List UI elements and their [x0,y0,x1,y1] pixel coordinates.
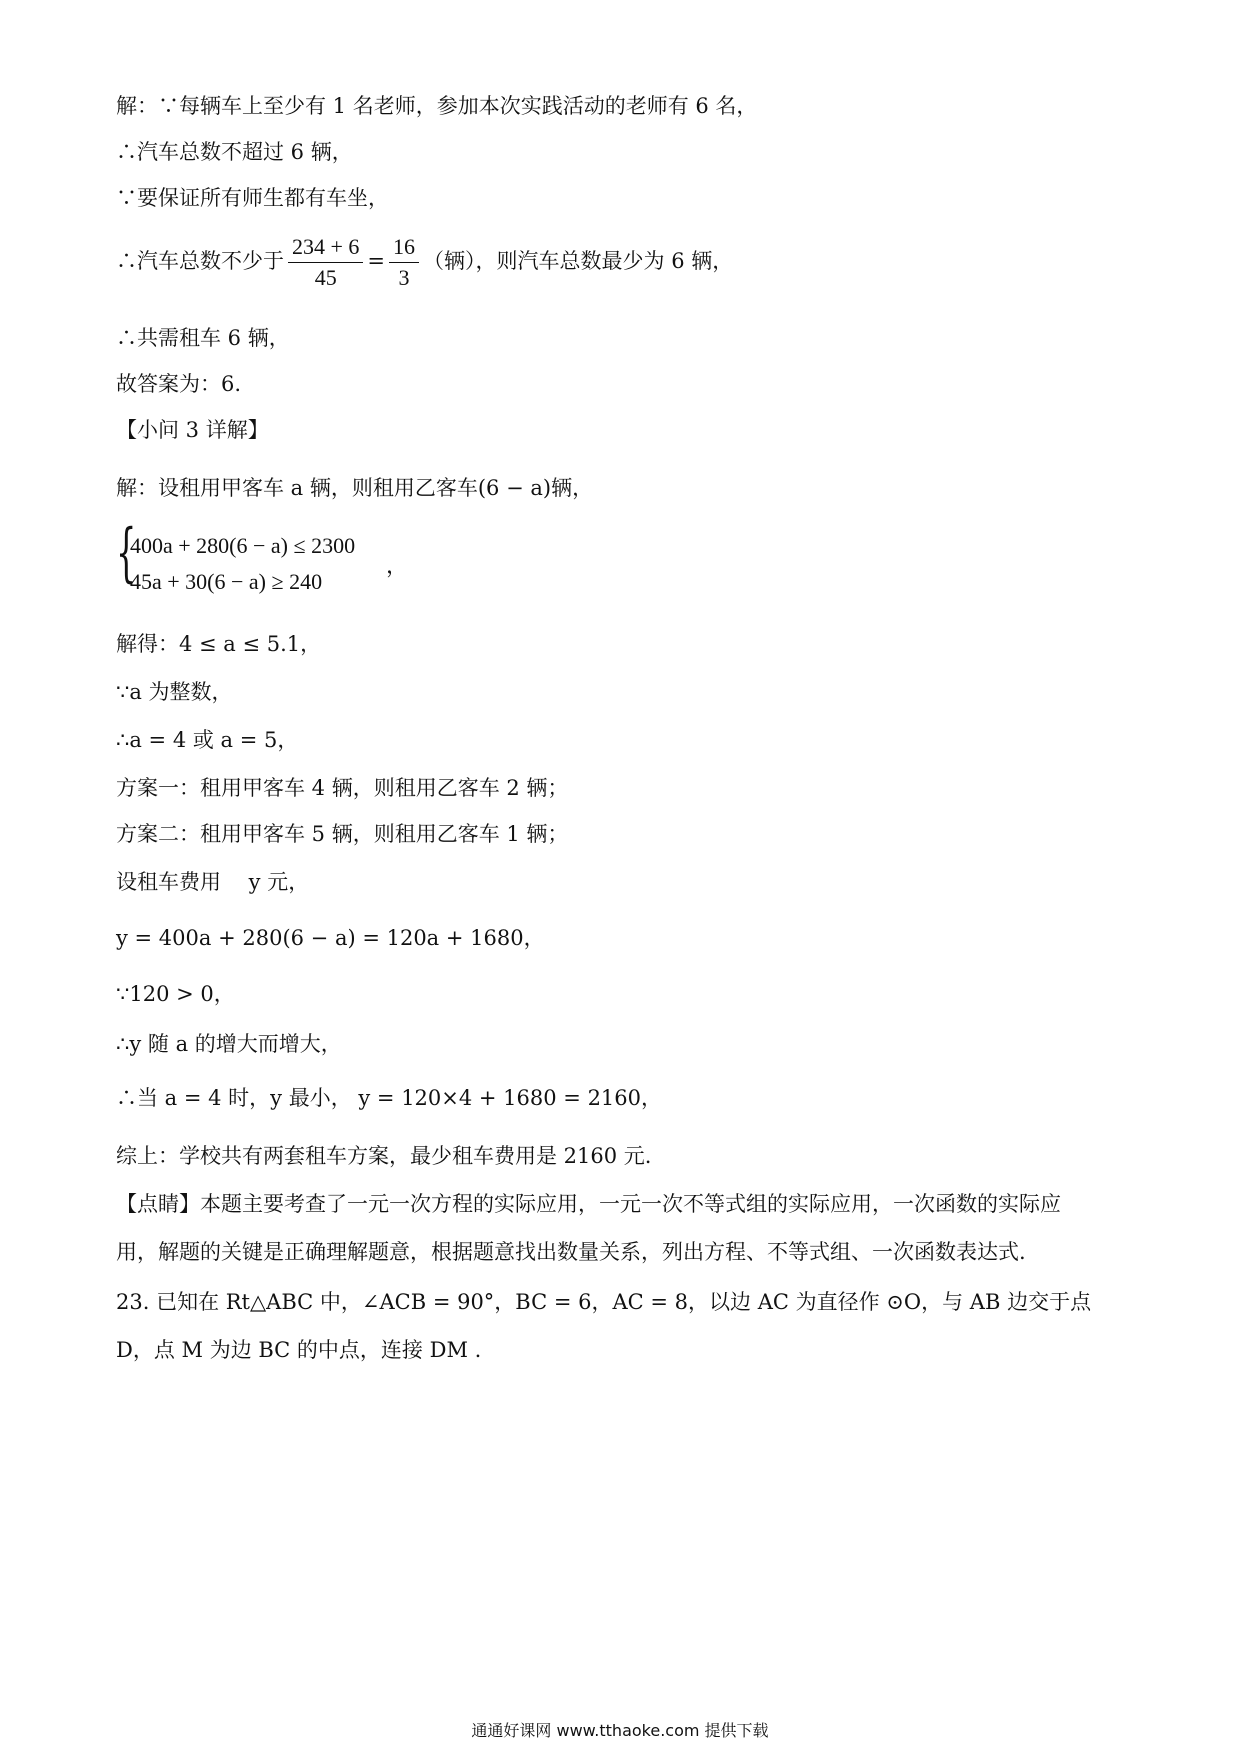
left-brace-icon: { [116,516,137,590]
solution-line-10: ∵a 为整数， [116,680,233,704]
plan-one: 方案一：租用甲客车 4 辆，则租用乙客车 2 辆； [116,776,569,800]
solution-line-14: 设租车费用 y 元， [116,870,310,894]
conclusion: 综上：学校共有两套租车方案，最少租车费用是 2160 元. [116,1144,652,1168]
solution-line-17: ∴y 随 a 的增大而增大， [116,1032,342,1056]
line4-prefix: ∴汽车总数不少于 [116,249,284,273]
inequality-1: 400a + 280(6 − a) ≤ 2300 [130,533,356,558]
comment-line-1: 【点睛】本题主要考查了一元一次方程的实际应用，一元一次不等式组的实际应用，一次函数的实际应 [116,1192,1061,1216]
solution-line-1: 解：∵每辆车上至少有 1 名老师，参加本次实践活动的老师有 6 名， [116,94,758,118]
solution-line-18: ∴当 a = 4 时，y 最小， y = 120×4 + 1680 = 2160， [116,1086,663,1110]
solution-line-8: 解：设租用甲客车 a 辆，则租用乙客车(6 − a)辆， [116,476,594,500]
fraction-2-numerator: 16 [389,232,419,263]
fraction-1 [288,232,363,293]
fraction-1-denominator: 45 [314,265,337,290]
plan-two: 方案二：租用甲客车 5 辆，则租用乙客车 1 辆； [116,822,569,846]
question-23-line-1: 23. 已知在 Rt△ABC 中，∠ACB = 90°，BC = 6，AC = 8，以边 AC 为直径作 ⊙O，与 AB 边交于点 [116,1290,1092,1314]
comment-line-2: 用，解题的关键是正确理解题意，根据题意找出数量关系，列出方程、不等式组、一次函数表达式. [116,1240,1026,1264]
solution-line-5: ∴共需租车 6 辆， [116,326,290,350]
fraction-2 [389,232,419,293]
solution-line-2: ∴汽车总数不超过 6 辆， [116,140,353,164]
fraction-1-numerator: 234 + 6 [288,232,363,263]
solution-line-4 [116,232,733,293]
cost-function: y = 400a + 280(6 − a) = 120a + 1680， [116,926,545,950]
solution-line-6: 故答案为：6. [116,372,242,396]
line4-suffix: （辆），则汽车总数最少为 6 辆， [423,249,734,273]
footer-watermark: 通通好课网 www.tthaoke.com 提供下载 [471,1721,769,1740]
question-23-line-2: D，点 M 为边 BC 的中点，连接 DM . [116,1338,482,1362]
section-heading-question-3: 【小问 3 详解】 [116,418,269,442]
fraction-2-denominator: 3 [398,265,410,290]
inequality-2: 45a + 30(6 − a) ≥ 240 [130,569,323,594]
solution-line-16: ∵120 > 0， [116,982,235,1006]
inequality-comma: ， [386,553,409,578]
solution-line-9: 解得：4 ≤ a ≤ 5.1， [116,632,322,656]
solution-line-3: ∵要保证所有师生都有车坐， [116,186,389,210]
equals-sign: = [367,249,386,273]
solution-line-11: ∴a = 4 或 a = 5， [116,728,299,752]
